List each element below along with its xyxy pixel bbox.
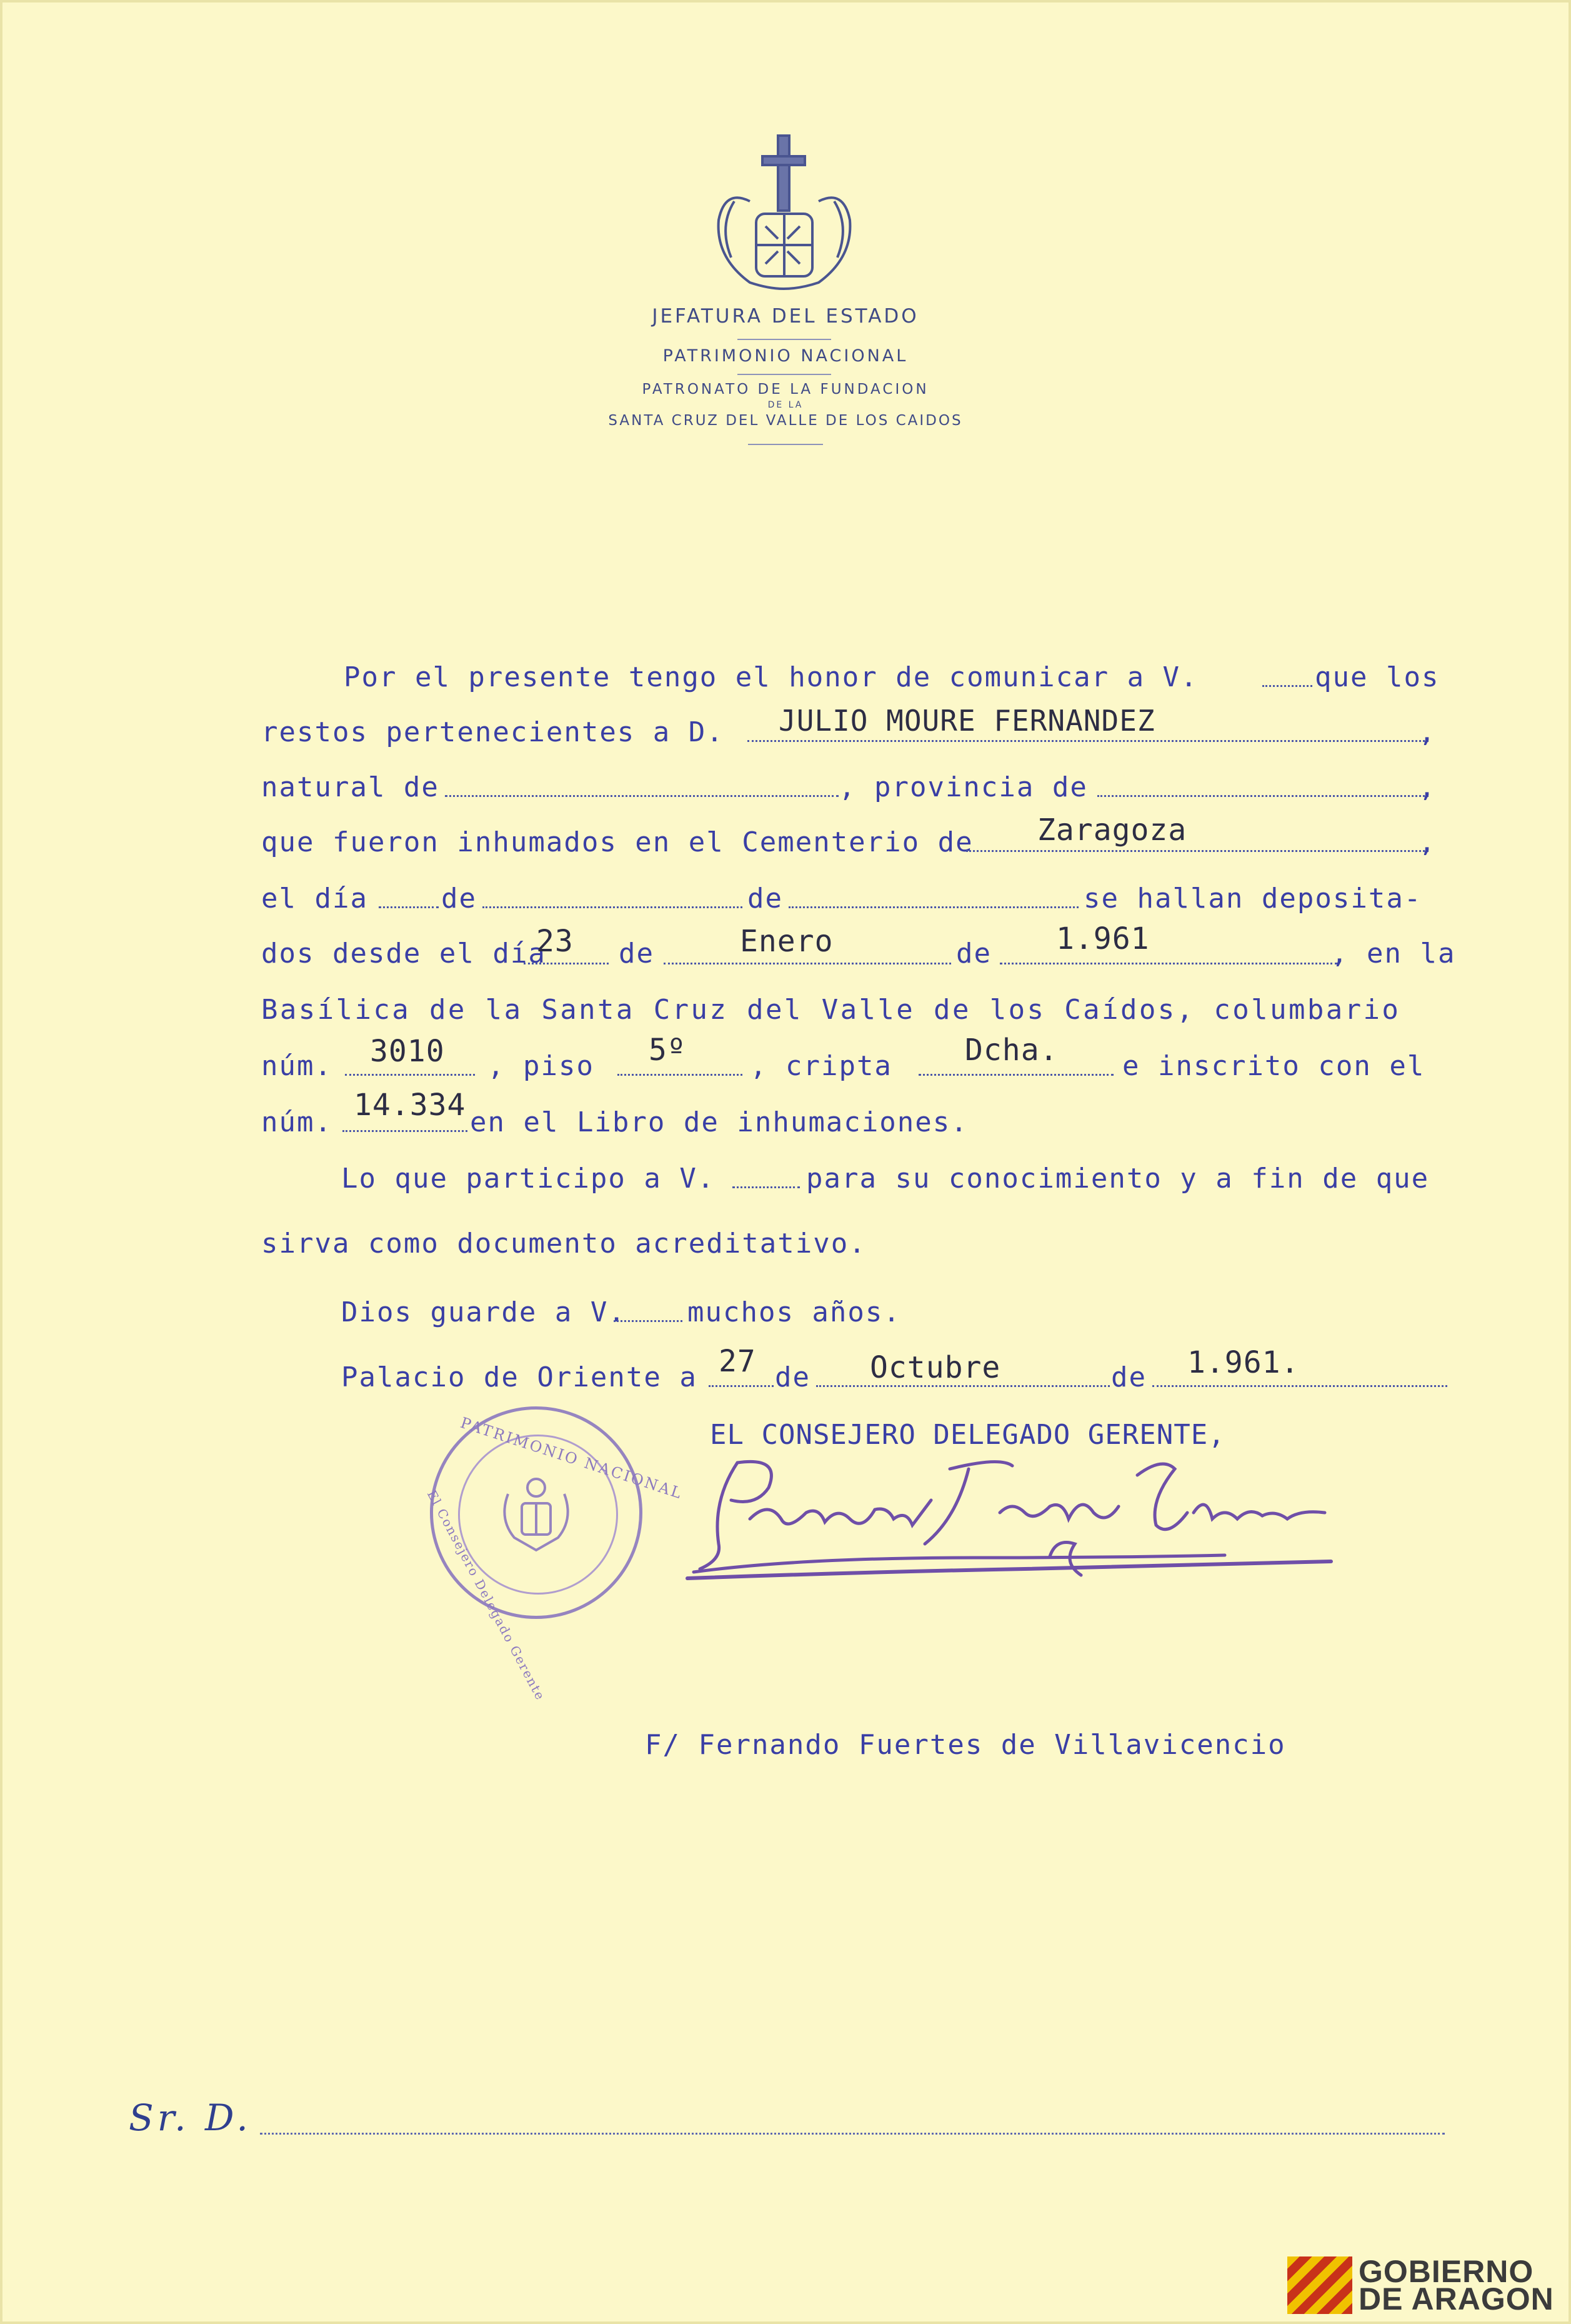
header-line-de-la: DE LA	[767, 400, 804, 410]
body-line-1-start: Por el presente tengo el honor de comunicar a V.	[344, 661, 1199, 693]
body-line-9-start: núm.	[261, 1106, 332, 1138]
body-line-7: Basílica de la Santa Cruz del Valle de los Caídos, columbario	[261, 994, 1401, 1026]
date-year: 1.961.	[1187, 1345, 1300, 1380]
handwritten-signature	[675, 1450, 1337, 1600]
body-line-5-de-1: de	[441, 883, 477, 914]
signatory-title: EL CONSEJERO DELEGADO GERENTE,	[710, 1419, 1225, 1451]
body-line-2-start: restos pertenecientes a D.	[261, 716, 724, 748]
body-line-3-mid: , provincia de	[839, 771, 1088, 803]
register-number: 14.334	[354, 1088, 466, 1123]
gobierno-de-aragon-logo	[1287, 2256, 1554, 2314]
body-p2-line-1-end: para su conocimiento y a fin de que	[806, 1163, 1430, 1195]
body-line-6-end: , en la	[1331, 938, 1456, 969]
signatory-typed-name: F/ Fernando Fuertes de Villavicencio	[645, 1729, 1286, 1761]
cemetery-field-line	[966, 850, 1429, 852]
comma: ,	[1419, 771, 1437, 803]
aragon-flag-icon	[1287, 2256, 1352, 2314]
date-month: Octubre	[870, 1350, 1001, 1385]
floor-number: 5º	[649, 1033, 686, 1068]
cross-coat-of-arms-icon	[706, 133, 862, 295]
body-line-3-start: natural de	[261, 771, 439, 803]
body-line-5-start: el día	[261, 883, 368, 914]
body-line-4-start: que fueron inhumados en el Cementerio de	[261, 826, 974, 858]
body-line-8-end: e inscrito con el	[1122, 1050, 1425, 1082]
burial-year-field-line	[789, 906, 1079, 908]
name-field-line	[747, 740, 1429, 742]
crypt-field-line	[919, 1074, 1114, 1076]
date-day: 27	[719, 1344, 756, 1379]
burial-day-field-line	[379, 906, 439, 908]
body-line-8-cripta: , cripta	[750, 1050, 892, 1082]
deposit-day-field-line	[524, 963, 609, 964]
comma: ,	[1419, 716, 1437, 748]
register-number-field-line	[342, 1130, 467, 1132]
header-line-santa-cruz: SANTA CRUZ DEL VALLE DE LOS CAIDOS	[608, 413, 963, 429]
body-line-5-end: se hallan deposita-	[1084, 883, 1422, 914]
body-p3-end: muchos años.	[687, 1296, 901, 1328]
date-de-2: de	[1111, 1361, 1147, 1393]
deposit-day: 23	[536, 924, 574, 959]
deposit-month: Enero	[740, 924, 834, 959]
body-line-5-de-2: de	[747, 883, 783, 914]
recipient-field-line[interactable]	[260, 2133, 1445, 2135]
body-line-9-end: en el Libro de inhumaciones.	[470, 1106, 969, 1138]
date-month-field-line	[816, 1385, 1110, 1387]
deposit-year: 1.961	[1056, 921, 1150, 956]
body-line-8-piso: , piso	[487, 1050, 594, 1082]
body-line-6-de-2: de	[956, 938, 992, 969]
province-field-line	[1097, 795, 1429, 797]
crypt-side: Dcha.	[965, 1033, 1059, 1068]
body-p2-line-1-start: Lo que participo a V.	[341, 1163, 716, 1195]
header-rule	[737, 374, 831, 375]
deceased-name: JULIO MOURE FERNANDEZ	[779, 704, 1155, 738]
body-p3-start: Dios guarde a V.	[341, 1296, 626, 1328]
date-line-start: Palacio de Oriente a	[341, 1361, 697, 1393]
logo-line-1: GOBIERNO	[1359, 2254, 1534, 2289]
blank-field-v	[1262, 685, 1312, 687]
stamp-top-text: PATRIMONIO NACIONAL	[458, 1414, 686, 1503]
deposit-year-field-line	[1000, 963, 1337, 964]
body-line-1-end: que los	[1315, 661, 1440, 693]
blank-field-v	[614, 1320, 682, 1322]
header-rule	[748, 444, 823, 445]
comma: ,	[1419, 826, 1437, 858]
floor-field-line	[617, 1074, 742, 1076]
header-line-patronato: PATRONATO DE LA FUNDACION	[642, 381, 929, 398]
logo-line-2: DE ARAGON	[1359, 2281, 1554, 2316]
birthplace-field-line	[445, 795, 839, 797]
date-year-field-line	[1152, 1385, 1447, 1387]
columbarium-number: 3010	[370, 1034, 445, 1069]
date-de-1: de	[775, 1361, 810, 1393]
body-line-6-start: dos desde el día	[261, 938, 546, 969]
deposit-month-field-line	[664, 963, 951, 964]
eagle-emblem-icon	[496, 1469, 577, 1556]
blank-field-v	[732, 1186, 800, 1188]
recipient-label: Sr. D.	[129, 2096, 252, 2139]
body-line-6-de-1: de	[619, 938, 654, 969]
body-line-8-start: núm.	[261, 1050, 332, 1082]
burial-month-field-line	[482, 906, 742, 908]
cemetery-name: Zaragoza	[1037, 813, 1187, 848]
body-p2-line-2: sirva como documento acreditativo.	[261, 1228, 867, 1260]
header-line-patrimonio: PATRIMONIO NACIONAL	[662, 346, 909, 366]
header-rule	[737, 339, 831, 340]
columbarium-field-line	[345, 1074, 475, 1076]
header-line-jefatura: JEFATURA DEL ESTADO	[652, 305, 919, 328]
date-day-field-line	[709, 1385, 774, 1387]
stamp-bottom-text: El Consejero Delegado Gerente	[424, 1488, 549, 1703]
